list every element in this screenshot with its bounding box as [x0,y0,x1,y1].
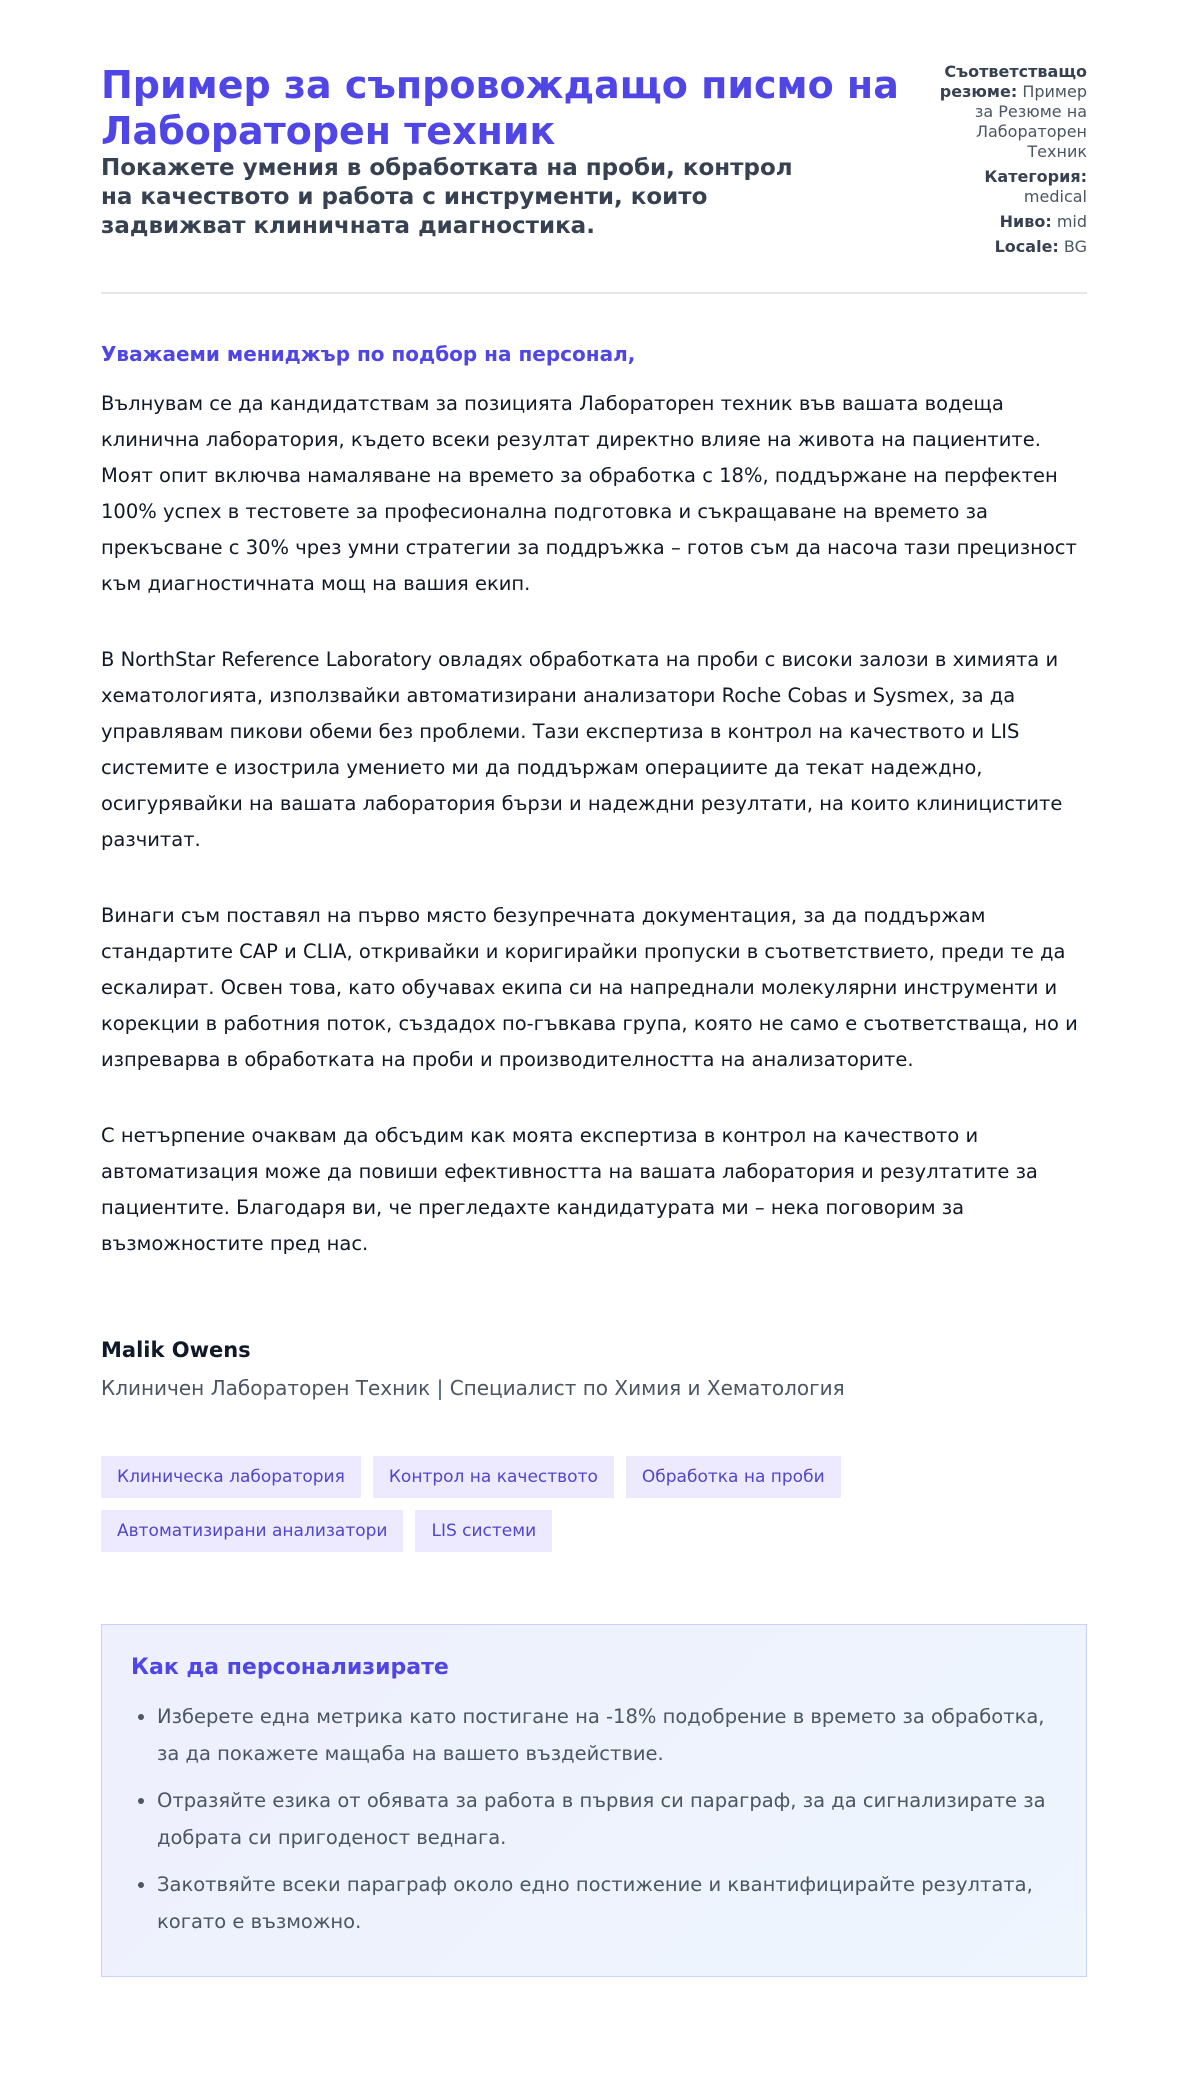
page-title: Пример за съпровождащо писмо на Лабораторен техник [101,63,899,153]
tag-list [101,1456,901,1552]
meta-info [935,62,1087,262]
cover-letter-page [101,0,1087,2037]
header [101,62,1087,294]
tag: LIS системи [415,1510,552,1552]
meta-resume: Съответстващо резюме: Пример за Резюме на Лабораторен Техник [939,62,1087,161]
signature-name: Malik Owens [101,1338,251,1362]
tip-item: • Отразяйте езика от обявата за работа в първия си параграф, за да сигнализирате за добрата си пригоденост веднага. [157,1782,1057,1856]
tips-title: Как да персонализирате [131,1655,449,1680]
tips-list [131,1698,1057,1940]
tag: Клиническа лаборатория [101,1456,361,1498]
matching-resume-link[interactable]: Пример за Резюме на Лабораторен Техник [974,82,1087,161]
letter-paragraph: В NorthStar Reference Laboratory овладях обработката на проби с високи залози в химията и хематологията, използвайки автоматизирани анализатори Roche Cobas и Sysmex, за да управлявам пикови обеми без проблеми. Тази експертиза в контрол на качеството и LIS системите е изострила умението ми да поддържам операциите да текат надеждно, осигурявайки на вашата лаборатория бързи и надеждни резултати, на които клиницистите разчитат. [101,648,1063,851]
letter-paragraph: Винаги съм поставял на първо място безупречната документация, за да поддържам стандартите CAP и CLIA, откривайки и коригирайки пропуски в съответствието, преди те да ескалират. Освен това, като обучавах екипа си на напреднали молекулярни инструменти и корекции в работния поток, създадох по-гъвкава група, която не само е съответстваща, но и изпреварва в обработката на проби и производителността на анализаторите. [101,904,1078,1071]
meta-locale: Locale: BG [994,237,1087,256]
tag: Автоматизирани анализатори [101,1510,403,1552]
customization-tips [101,1624,1087,1977]
tip-item: • Изберете една метрика като постигане на -18% подобрение в времето за обработка, за да покажете мащаба на вашето въздействие. [157,1698,1057,1772]
letter-paragraph: С нетърпение очаквам да обсъдим как моята експертиза в контрол на качеството и автоматизация може да повиши ефективността на вашата лаборатория и резултатите за пациентите. Благодаря ви, че прегледахте кандидатурата ми – нека поговорим за възможностите пред нас. [101,1124,1038,1255]
tip-item: • Закотвяйте всеки параграф около едно постижение и квантифицирайте резултата, когато е възможно. [157,1866,1057,1940]
signature-role: Клиничен Лабораторен Техник | Специалист по Химия и Хематология [101,1376,845,1400]
greeting: Уважаеми мениджър по подбор на персонал, [101,342,636,366]
tag: Контрол на качеството [373,1456,614,1498]
letter-paragraph: Вълнувам се да кандидатствам за позицията Лабораторен техник във вашата водеща клинична лаборатория, където всеки резултат директно влияе на живота на пациентите. Моят опит включва намаляване на времето за обработка с 18%, поддържане на перфектен 100% успех в тестовете за професионална подготовка и съкращаване на времето за прекъсване с 30% чрез умни стратегии за поддръжка – готов съм да насоча тази прецизност към диагностичната мощ на вашия екип. [101,392,1077,595]
meta-level: Ниво: mid [999,212,1087,231]
page-subtitle: Покажете умения в обработката на проби, контрол на качеството и работа с инструменти, които задвижват клиничната диагностика. [101,155,793,239]
tag: Обработка на проби [626,1456,841,1498]
title-block [101,62,935,262]
meta-category: Категория: medical [984,167,1087,206]
